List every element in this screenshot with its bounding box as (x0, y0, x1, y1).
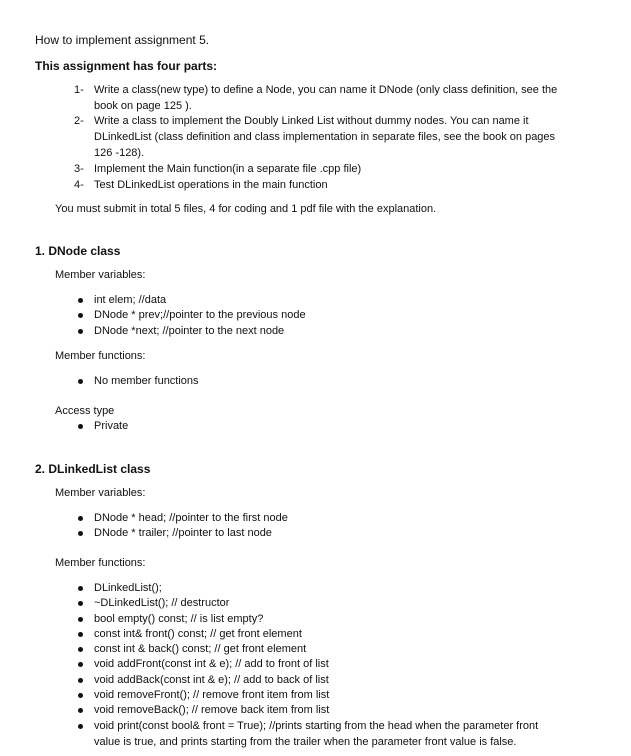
bullet-icon (78, 662, 83, 667)
section1-member-functions-label: Member functions: (55, 350, 146, 362)
document-title: How to implement assignment 5. (35, 33, 210, 47)
list-item: Private (94, 420, 129, 432)
part-line: 126 -128). (94, 147, 145, 159)
bullet-icon (78, 379, 83, 384)
list-item: void addBack(const int & e); // add to back of list (94, 674, 329, 686)
section2-heading: 2. DLinkedList class (35, 462, 151, 476)
part-number: 2- (74, 115, 84, 127)
part-line: Write a class(new type) to define a Node, you can name it DNode (only class definition, see the (94, 84, 558, 96)
bullet-icon (78, 617, 83, 622)
section1-access-label: Access type (55, 405, 115, 417)
bullet-icon (78, 724, 83, 729)
list-item: const int& front() const; // get front element (94, 628, 302, 640)
part-number: 4- (74, 179, 84, 191)
list-item: bool empty() const; // is list empty? (94, 613, 264, 625)
list-item: const int & back() const; // get front element (94, 643, 307, 655)
list-item: void removeBack(); // remove back item from list (94, 704, 330, 716)
bullet-icon (78, 693, 83, 698)
part-line: DLinkedList (class definition and class implementation in separate files, see the book on pages (94, 131, 556, 143)
part-line: Write a class to implement the Doubly Linked List without dummy nodes. You can name it (94, 115, 529, 127)
list-item: DNode *next; //pointer to the next node (94, 325, 285, 337)
bullet-icon (78, 708, 83, 713)
list-item: DNode * head; //pointer to the first node (94, 512, 288, 524)
list-item: DLinkedList(); (94, 582, 162, 594)
bullet-icon (78, 313, 83, 318)
intro-heading: This assignment has four parts: (35, 59, 218, 73)
list-item: DNode * prev;//pointer to the previous node (94, 309, 306, 321)
bullet-icon (78, 298, 83, 303)
list-item: ~DLinkedList(); // destructor (94, 597, 230, 609)
list-item: int elem; //data (94, 294, 167, 306)
section2-member-variables-label: Member variables: (55, 487, 146, 499)
part-number: 3- (74, 163, 84, 175)
bullet-icon (78, 329, 83, 334)
list-item: void print(const bool& front = True); //prints starting from the head when the parameter front (94, 720, 539, 732)
bullet-icon (78, 601, 83, 606)
part-line: book on page 125 ). (94, 100, 192, 112)
section1-heading: 1. DNode class (35, 244, 121, 258)
list-item: DNode * trailer; //pointer to last node (94, 527, 272, 539)
bullet-icon (78, 424, 83, 429)
bullet-icon (78, 678, 83, 683)
bullet-icon (78, 516, 83, 521)
section1-member-variables-label: Member variables: (55, 269, 146, 281)
bullet-icon (78, 586, 83, 591)
part-line: Test DLinkedList operations in the main function (94, 179, 328, 191)
section2-member-functions-label: Member functions: (55, 557, 146, 569)
list-item: No member functions (94, 375, 199, 387)
bullet-icon (78, 647, 83, 652)
list-item: void addFront(const int & e); // add to front of list (94, 658, 329, 670)
list-item: void removeFront(); // remove front item from list (94, 689, 330, 701)
part-line: Implement the Main function(in a separate file .cpp file) (94, 163, 362, 175)
part-number: 1- (74, 84, 84, 96)
submit-note: You must submit in total 5 files, 4 for coding and 1 pdf file with the explanation. (55, 203, 437, 215)
list-item-continuation: value is true, and prints starting from the trailer when the parameter front value is false. (94, 736, 517, 748)
bullet-icon (78, 531, 83, 536)
bullet-icon (78, 632, 83, 637)
